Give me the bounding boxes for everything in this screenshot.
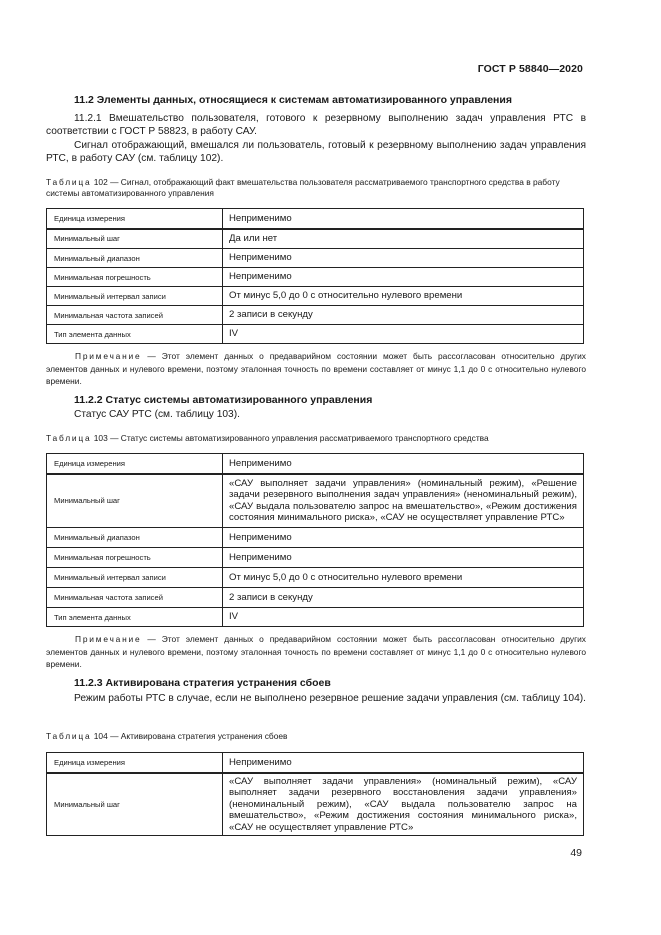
table-value: Неприменимо (223, 268, 584, 287)
table-row (47, 568, 584, 588)
table-102-caption (46, 177, 591, 199)
note-2 (46, 633, 586, 671)
table-key: Минимальная частота записей (47, 588, 223, 608)
table-104-caption (46, 731, 591, 742)
table-key: Минимальный диапазон (47, 249, 223, 268)
table-row (47, 325, 584, 344)
caption-text: 102 — Сигнал, отображающий факт вмешательства пользователя рассматриваемого транспортного средства в работу системы автоматизированного управления (46, 177, 560, 198)
note-label: Примечание (75, 351, 142, 361)
table-key: Минимальная частота записей (47, 306, 223, 325)
table-value: Неприменимо (223, 548, 584, 568)
page-number: 49 (570, 847, 582, 859)
table-value: Неприменимо (223, 528, 584, 548)
paragraph-11-2-3: Режим работы РТС в случае, если не выполнено резервное решение задачи управления (см. таблицу 104). (74, 693, 586, 704)
table-key: Минимальный шаг (47, 474, 223, 528)
table-103 (46, 453, 584, 627)
table-103-caption (46, 433, 591, 444)
caption-word: Таблица (46, 731, 92, 741)
table-value: Неприменимо (223, 753, 584, 773)
table-key: Тип элемента данных (47, 608, 223, 627)
paragraph-11-2-1: 11.2.1 Вмешательство пользователя, готового к резервному выполнению задач управления РТС в соответствии с ГОСТ Р 58823, в работу САУ. (46, 113, 586, 137)
table-row (47, 753, 584, 773)
table-value: 2 записи в секунду (223, 588, 584, 608)
table-value: Неприменимо (223, 454, 584, 474)
table-value: IV (223, 608, 584, 627)
caption-text: 104 — Активирована стратегия устранения сбоев (91, 731, 288, 741)
table-value: Неприменимо (223, 249, 584, 268)
section-title-11-2-3: 11.2.3 Активирована стратегия устранения сбоев (74, 677, 331, 689)
note-text: — Этот элемент данных о предаварийном состоянии может быть рассогласован относительно других элементов данных и нулевого времени, поэтому эталонная точность по времени составляет от минус 1,1 до 0 с относительно нулевого времени. (46, 634, 586, 669)
table-row (47, 588, 584, 608)
caption-text: 103 — Статус системы автоматизированного управления рассматриваемого транспортного средства (91, 433, 489, 443)
note-text: — Этот элемент данных о предаварийном состоянии может быть рассогласован относительно других элементов данных и нулевого времени, поэтому эталонная точность по времени составляет от минус 1,1 до 0 с относительно нулевого времени. (46, 351, 586, 386)
caption-word: Таблица (46, 177, 92, 187)
table-row (47, 548, 584, 568)
document-id: ГОСТ Р 58840—2020 (477, 63, 583, 75)
table-102 (46, 208, 584, 344)
table-row (47, 306, 584, 325)
table-key: Минимальный интервал записи (47, 287, 223, 306)
table-key: Единица измерения (47, 209, 223, 229)
section-title-11-2-2: 11.2.2 Статус системы автоматизированного управления (74, 394, 373, 406)
table-row (47, 249, 584, 268)
table-value: «САУ выполняет задачи управления» (номинальный режим), «САУ выполняет задачи резервного восстановления задачи управления» (неноминальный режим), «САУ выдала пользователю запрос на вмешательство», «Режим достижения состояния минимального риска», «САУ не осуществляет управление РТС» (223, 773, 584, 836)
table-value: От минус 5,0 до 0 с относительно нулевого времени (223, 287, 584, 306)
table-key: Минимальный шаг (47, 773, 223, 836)
table-key: Минимальный интервал записи (47, 568, 223, 588)
table-key: Тип элемента данных (47, 325, 223, 344)
table-value: «САУ выполняет задачи управления» (номинальный режим), «Решение задачи резервного выполнения задач управления» (неноминальный режим), «САУ выдала пользователю запрос на вмешательство», «Режим достижения состояния минимального риска», «САУ не осуществляет управление РТС» (223, 474, 584, 528)
table-key: Минимальная погрешность (47, 548, 223, 568)
table-row (47, 209, 584, 229)
table-row (47, 773, 584, 836)
paragraph-11-2-2: Статус САУ РТС (см. таблицу 103). (74, 409, 240, 420)
table-row (47, 528, 584, 548)
table-row (47, 608, 584, 627)
table-104 (46, 752, 584, 836)
table-key: Единица измерения (47, 454, 223, 474)
table-row (47, 474, 584, 528)
table-row (47, 287, 584, 306)
table-value: От минус 5,0 до 0 с относительно нулевого времени (223, 568, 584, 588)
table-key: Минимальный шаг (47, 229, 223, 249)
note-label: Примечание (75, 634, 142, 644)
table-value: Да или нет (223, 229, 584, 249)
table-key: Минимальная погрешность (47, 268, 223, 287)
section-title-11-2: 11.2 Элементы данных, относящиеся к системам автоматизированного управления (74, 94, 512, 106)
table-row (47, 229, 584, 249)
table-key: Единица измерения (47, 753, 223, 773)
table-value: IV (223, 325, 584, 344)
table-value: Неприменимо (223, 209, 584, 229)
caption-word: Таблица (46, 433, 92, 443)
table-value: 2 записи в секунду (223, 306, 584, 325)
note-1 (46, 350, 586, 388)
table-row (47, 268, 584, 287)
paragraph-11-2-1-signal: Сигнал отображающий, вмешался ли пользователь, готовый к резервному выполнению задач управления РТС, в работу САУ (см. таблицу 102). (46, 140, 586, 164)
table-key: Минимальный диапазон (47, 528, 223, 548)
table-row (47, 454, 584, 474)
